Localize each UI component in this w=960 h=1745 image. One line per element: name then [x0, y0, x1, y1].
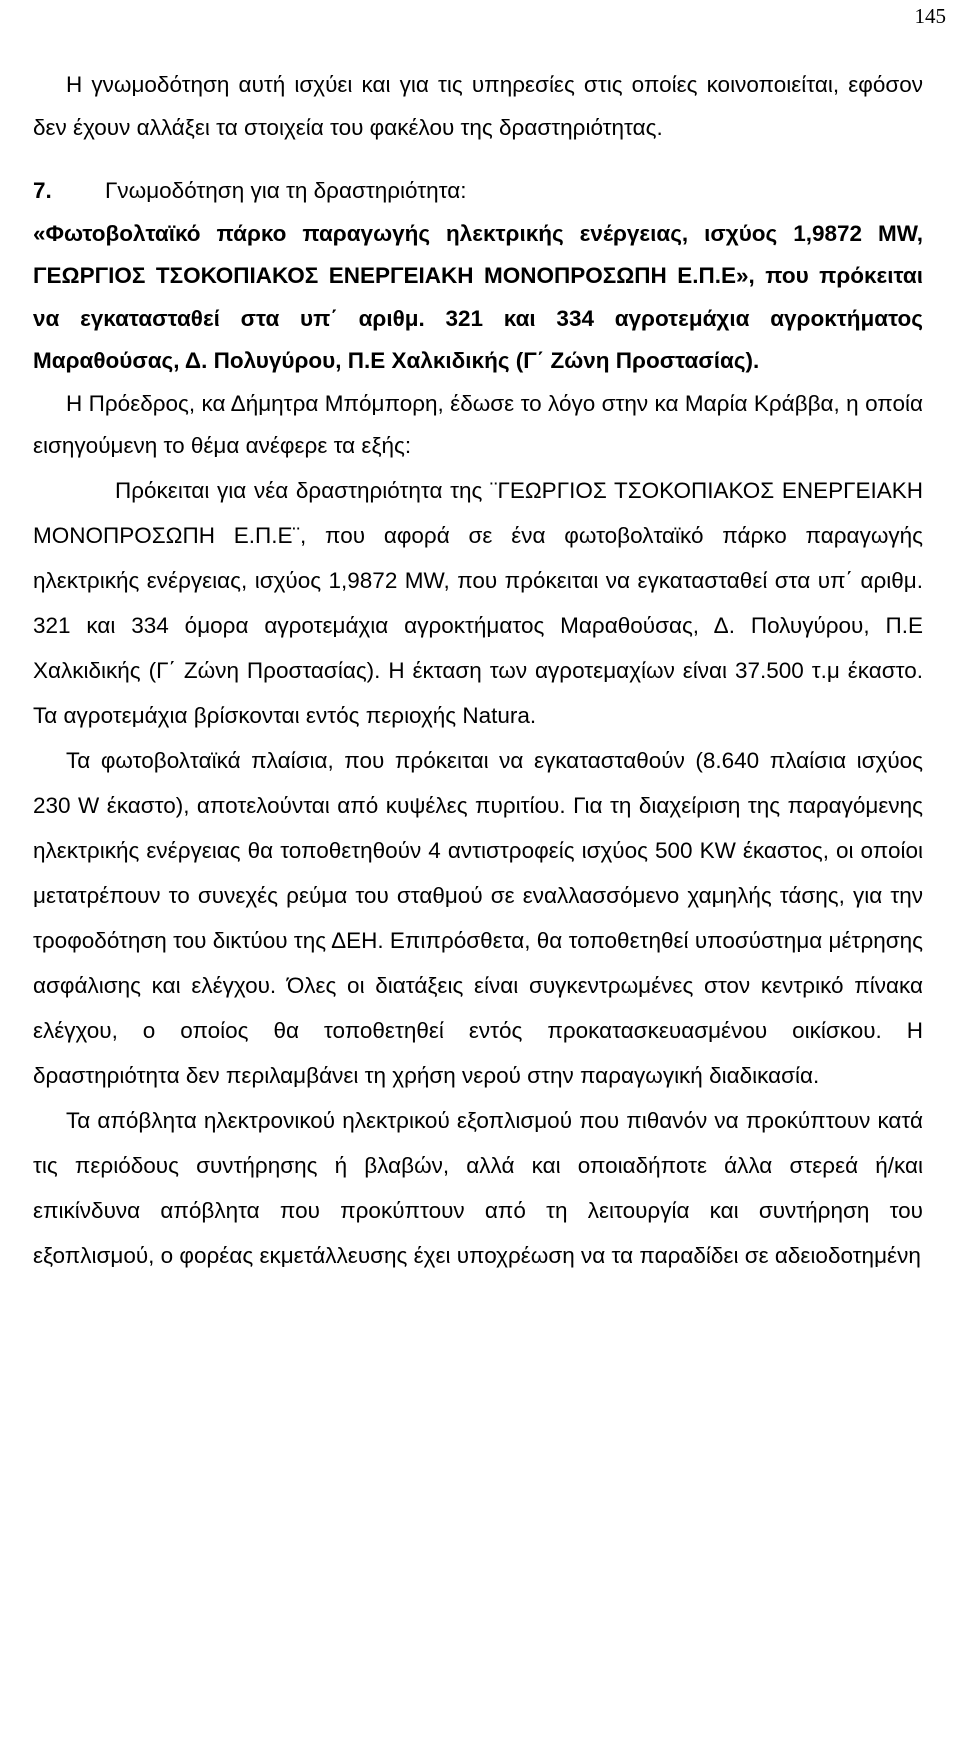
document-body [33, 64, 923, 1278]
agenda-item-intro: Γνωμοδότηση για τη δραστηριότητα: [105, 178, 467, 203]
agenda-item-number: 7. [33, 178, 52, 203]
waste-paragraph: Τα απόβλητα ηλεκτρονικού ηλεκτρικού εξοπλισμού που πιθανόν να προκύπτουν κατά τις περιόδους συντήρησης ή βλαβών, αλλά και οποιαδήποτε άλλα στερεά ή/και επικίνδυνα απόβλητα που προκύπτουν από τη λειτουργία και συντήρηση του εξοπλισμού, ο φορέας εκμετάλλευσης έχει υποχρέωση να τα παραδίδει σε αδειοδοτημένη [33, 1107, 923, 1268]
panels-paragraph: Τα φωτοβολταϊκά πλαίσια, που πρόκειται να εγκατασταθούν (8.640 πλαίσια ισχύος 230 W έκαστο), αποτελούνται από κυψέλες πυριτίου. Για τη διαχείριση της παραγόμενης ηλεκτρικής ενέργειας θα τοποθετηθούν 4 αντιστροφείς ισχύος 500 KW έκαστος, οι οποίοι μετατρέπουν το συνεχές ρεύμα του σταθμού σε εναλλασσόμενο χαμηλής τάσης, για την τροφοδότηση του δικτύου της ΔΕΗ. Επιπρόσθετα, θα τοποθετηθεί υποσύστημα μέτρησης ασφάλισης και ελέγχου. Όλες οι διατάξεις είναι συγκεντρωμένες στον κεντρικό πίνακα ελέγχου, ο οποίος θα τοποθετηθεί εντός προκατασκευασμένου οικίσκου. Η δραστηριότητα δεν περιλαμβάνει τη χρήση νερού στην παραγωγική διαδικασία. [33, 747, 923, 1088]
page-number: 145 [914, 4, 946, 28]
intro-paragraph: Η γνωμοδότηση αυτή ισχύει και για τις υπηρεσίες στις οποίες κοινοποιείται, εφόσον δεν έχουν αλλάξει τα στοιχεία του φακέλου της δραστηριότητας. [33, 72, 923, 140]
agenda-item-heading [33, 170, 923, 383]
proposal-paragraph: Πρόκειται για νέα δραστηριότητα της ¨ΓΕΩΡΓΙΟΣ ΤΣΟΚΟΠΙΑΚΟΣ ΕΝΕΡΓΕΙΑΚΗ ΜΟΝΟΠΡΟΣΩΠΗ Ε.Π.Ε¨, που αφορά σε ένα φωτοβολταϊκό πάρκο παραγωγής ηλεκτρικής ενέργειας, ισχύος 1,9872 MW, που πρόκειται να εγκατασταθεί στα υπ΄ αριθμ. 321 και 334 όμορα αγροτεμάχια αγροκτήματος Μαραθούσας, Δ. Πολυγύρου, Π.Ε Χαλκιδικής (Γ΄ Ζώνη Προστασίας). Η έκταση των αγροτεμαχίων είναι 37.500 τ.μ έκαστο. Τα αγροτεμάχια βρίσκονται εντός περιοχής Natura. [33, 477, 923, 728]
chair-intro-paragraph: Η Πρόεδρος, κα Δήμητρα Μπόμπορη, έδωσε το λόγο στην κα Μαρία Κράββα, η οποία εισηγούμενη το θέμα ανέφερε τα εξής: [33, 390, 923, 458]
agenda-item-title: «Φωτοβολταϊκό πάρκο παραγωγής ηλεκτρικής ενέργειας, ισχύος 1,9872 MW, ΓΕΩΡΓΙΟΣ ΤΣΟΚΟΠΙΑΚΟΣ ΕΝΕΡΓΕΙΑΚΗ ΜΟΝΟΠΡΟΣΩΠΗ Ε.Π.Ε», που πρόκειται να εγκατασταθεί στα υπ΄ αριθμ. 321 και 334 αγροτεμάχια αγροκτήματος Μαραθούσας, Δ. Πολυγύρου, Π.Ε Χαλκιδικής (Γ΄ Ζώνη Προστασίας). [33, 220, 923, 373]
